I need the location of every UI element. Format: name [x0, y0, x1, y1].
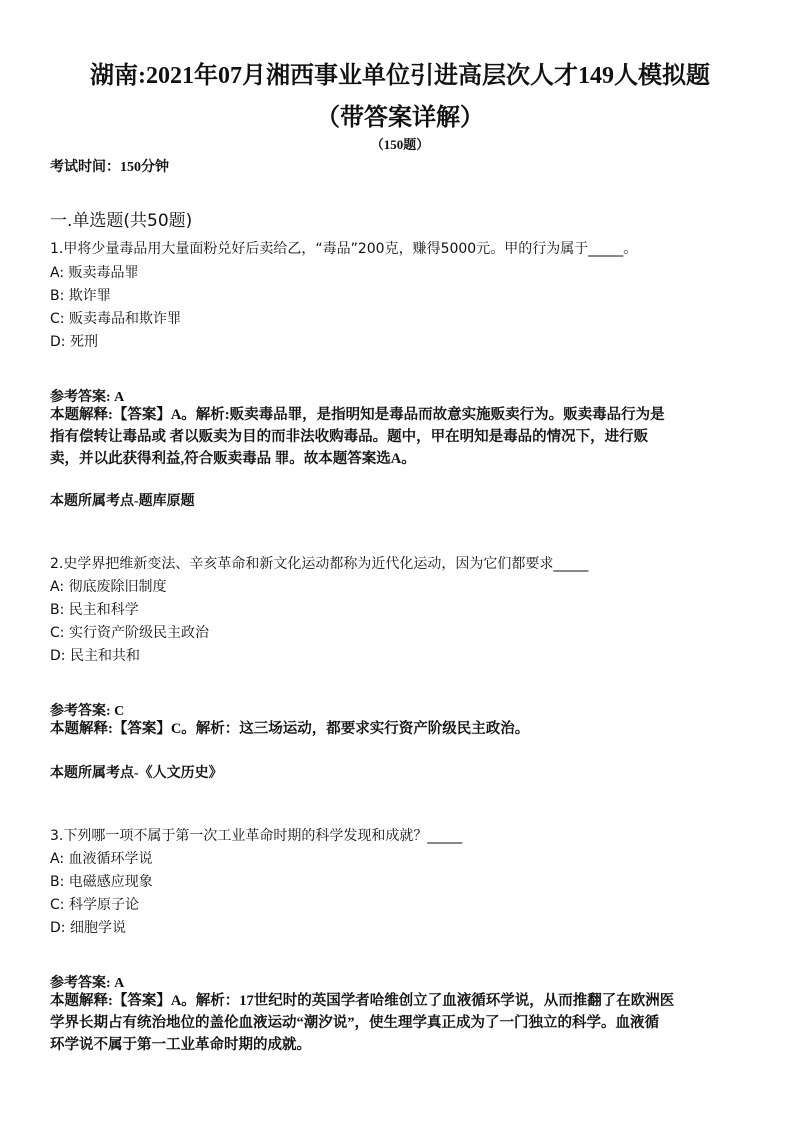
answer: 参考答案: C [50, 704, 125, 719]
answer: 参考答案: A [50, 390, 125, 405]
knowledge-point: 本题所属考点-题库原题 [50, 494, 195, 509]
option-d: D: 死刑 [50, 334, 98, 350]
explanation-line: 本题解释:【答案】A。解析:贩卖毒品罪，是指明知是毒品而故意实施贩卖行为。贩卖毒品行为是 [50, 407, 665, 423]
explanation-line: 本题解释:【答案】C。解析：这三场运动，都要求实行资产阶级民主政治。 [50, 721, 530, 737]
option-a: A: 血液循环学说 [50, 851, 153, 867]
option-c: C: 贩卖毒品和欺诈罪 [50, 311, 181, 327]
option-c: C: 科学原子论 [50, 897, 139, 913]
explanation-line: 卖，并以此获得利益,符合贩卖毒品 罪。故本题答案选A。 [50, 451, 416, 467]
option-a: A: 贩卖毒品罪 [50, 265, 139, 281]
knowledge-point: 本题所属考点-《人文历史》 [50, 766, 223, 781]
explanation-line: 本题解释:【答案】A。解析：17世纪时的英国学者哈维创立了血液循环学说，从而推翻了在欧洲医 [50, 993, 675, 1009]
option-b: B: 欺诈罪 [50, 288, 111, 304]
explanation [50, 718, 750, 740]
document-title-line2: （带答案详解） [316, 105, 484, 131]
question-count: （150题） [370, 137, 430, 152]
option-b: B: 电磁感应现象 [50, 874, 153, 890]
explanation-line: 学界长期占有统治地位的盖伦血液运动“潮汐说”，使生理学真正成为了一门独立的科学。血液循 [50, 1015, 659, 1031]
answer: 参考答案: A [50, 976, 125, 991]
section-title: 一.单选题(共50题) [50, 211, 193, 231]
option-c: C: 实行资产阶级民主政治 [50, 625, 209, 641]
explanation [50, 404, 750, 470]
option-d: D: 细胞学说 [50, 920, 126, 936]
question-text: 3.下列哪一项不属于第一次工业革命时期的科学发现和成就？_____ [50, 828, 463, 844]
question-text: 2.史学界把维新变法、辛亥革命和新文化运动都称为近代化运动，因为它们都要求_____ [50, 556, 589, 572]
exam-time: 考试时间：150分钟 [50, 160, 169, 175]
option-a: A: 彻底废除旧制度 [50, 579, 167, 595]
explanation-line: 环学说不属于第一工业革命时期的成就。 [50, 1037, 311, 1053]
document-title-line1: 湖南:2021年07月湘西事业单位引进高层次人才149人模拟题 [90, 63, 710, 89]
explanation [50, 990, 750, 1056]
option-b: B: 民主和科学 [50, 602, 139, 618]
option-d: D: 民主和共和 [50, 648, 140, 664]
question-text: 1.甲将少量毒品用大量面粉兑好后卖给乙，“毒品”200克，赚得5000元。甲的行为属于_____。 [50, 241, 638, 257]
explanation-line: 指有偿转让毒品或 者以贩卖为目的而非法收购毒品。题中，甲在明知是毒品的情况下，进行贩 [50, 429, 649, 445]
